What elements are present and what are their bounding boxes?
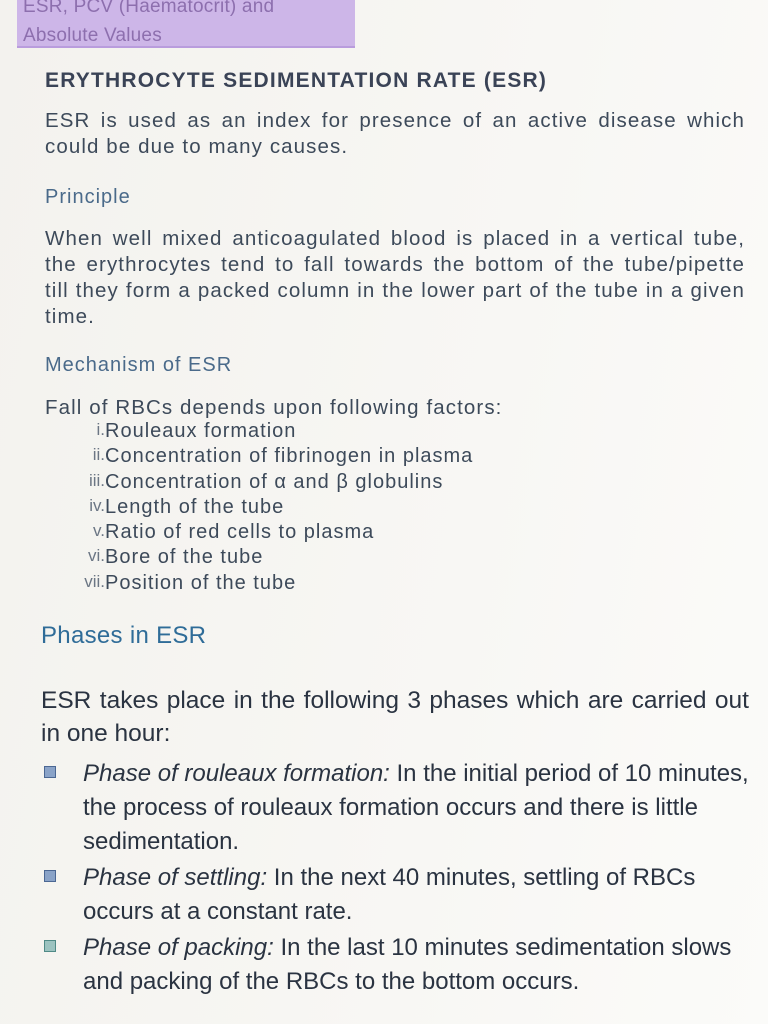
phase-item <box>41 931 749 999</box>
chapter-title-line-1: ESR, PCV (Haematocrit) and <box>23 0 275 17</box>
intro-paragraph: ESR is used as an index for presence of an active disease which could be due to many causes. <box>45 109 745 158</box>
phase-description: In the next 40 minutes, settling of RBCs occurs at a constant rate. <box>83 864 696 925</box>
factor-text: Bore of the tube <box>105 546 264 569</box>
factor-item <box>45 445 665 470</box>
mechanism-heading: Mechanism of ESR <box>45 354 233 376</box>
phase-description: In the last 10 minutes sedimentation slows and packing of the RBCs to the bottom occurs. <box>83 934 732 995</box>
factor-text: Concentration of α and β globulins <box>105 470 444 493</box>
factor-item <box>45 521 665 546</box>
factor-text: Ratio of red cells to plasma <box>105 521 375 544</box>
factor-number: iv. <box>89 495 105 515</box>
chapter-title-line-2: Absolute Values <box>23 25 162 46</box>
square-bullet-icon <box>44 940 56 952</box>
square-bullet-icon <box>44 766 56 778</box>
factor-number: iii. <box>88 470 105 490</box>
factor-number: vii. <box>84 571 105 591</box>
factor-item <box>45 471 665 496</box>
factor-item <box>45 572 665 597</box>
factor-item <box>45 420 665 445</box>
factor-text: Length of the tube <box>105 495 285 518</box>
mechanism-lead: Fall of RBCs depends upon following factors: <box>45 396 503 419</box>
factor-item <box>45 546 665 571</box>
factor-number: i. <box>96 420 105 439</box>
phase-term: Phase of settling: <box>83 864 268 891</box>
factor-list <box>45 420 665 597</box>
principle-paragraph: When well mixed anticoagulated blood is placed in a vertical tube, the erythrocytes tend to fall towards the bottom of the tube/pipette till they form a packed column in the lower part of the tube in a given time. <box>45 227 745 328</box>
principle-heading: Principle <box>45 186 131 208</box>
factor-text: Rouleaux formation <box>105 420 297 442</box>
factor-number: ii. <box>92 445 105 465</box>
factor-text: Position of the tube <box>105 571 297 594</box>
square-bullet-icon <box>44 870 56 882</box>
phases-lead: ESR takes place in the following 3 phases which are carried out in one hour: <box>41 687 749 747</box>
phases-heading: Phases in ESR <box>41 622 207 649</box>
section-title: ERYTHROCYTE SEDIMENTATION RATE (ESR) <box>45 69 548 92</box>
factor-text: Concentration of fibrinogen in plasma <box>105 445 474 468</box>
phase-item <box>41 861 749 929</box>
phase-description: In the initial period of 10 minutes, the process of rouleaux formation occurs and there is little sedimentation. <box>83 760 749 855</box>
phase-term: Phase of packing: <box>83 934 274 961</box>
phase-item <box>41 757 749 859</box>
factor-item <box>45 496 665 521</box>
factor-number: v. <box>93 521 105 541</box>
factor-number: vi. <box>88 546 105 566</box>
chapter-title-banner <box>17 0 355 48</box>
phase-list <box>41 757 749 1001</box>
phase-term: Phase of rouleaux formation: <box>83 760 390 787</box>
